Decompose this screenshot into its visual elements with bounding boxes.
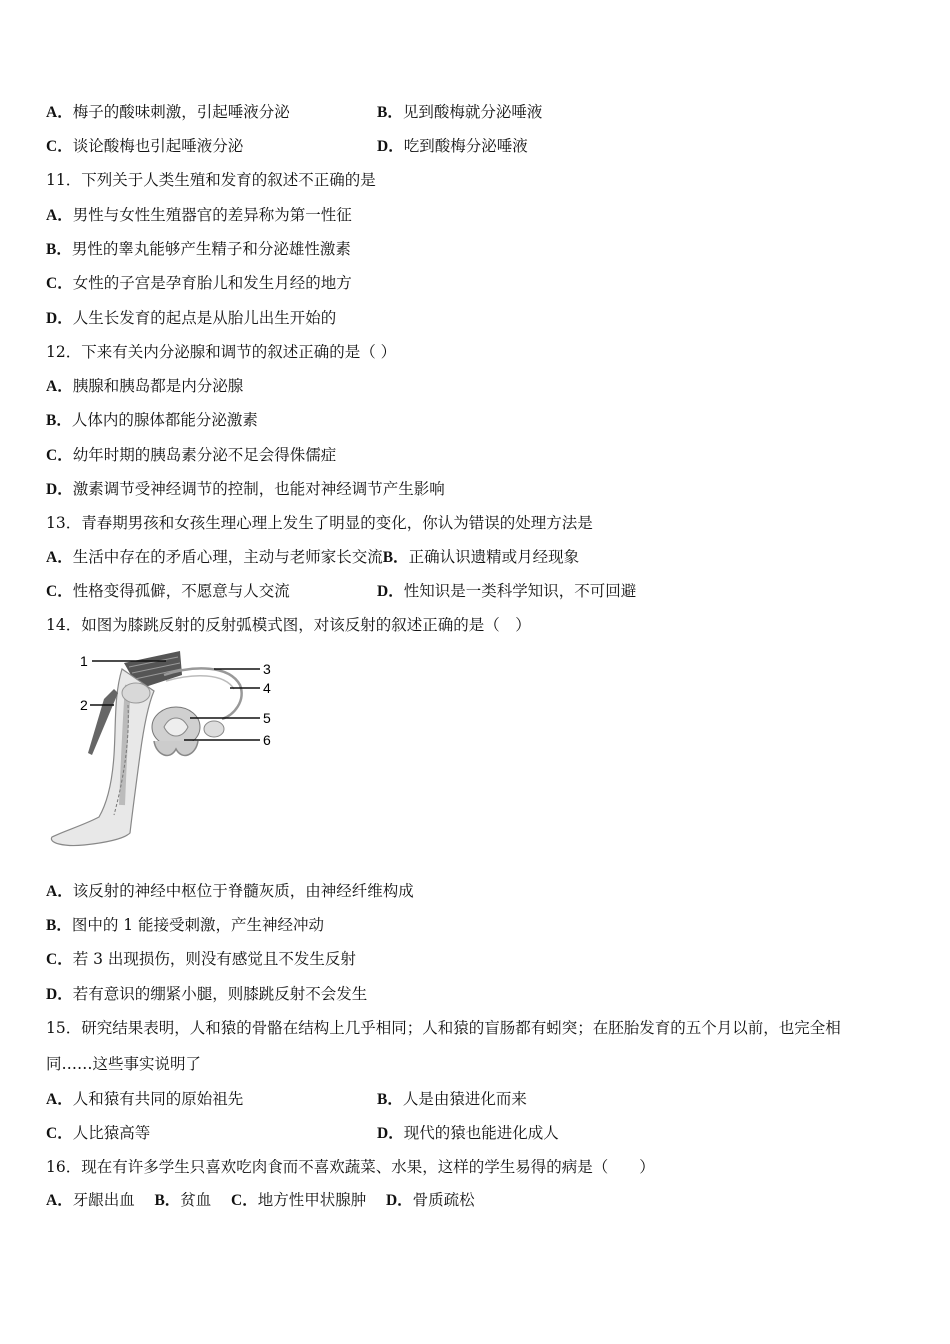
q11-option-c: C．女性的子宫是孕育胎儿和发生月经的地方 [46, 274, 352, 292]
dorsal-root-ganglion [204, 721, 224, 737]
vertebra [154, 741, 198, 755]
q15-stem-line1: 15．研究结果表明，人和猿的骨骼在结构上几乎相同；人和猿的盲肠都有蚓突；在胚胎发育的五个月以前，也完全相 [46, 1019, 841, 1037]
q11-option-d: D．人生长发育的起点是从胎儿出生开始的 [46, 309, 337, 327]
q12-stem: 12．下来有关内分泌腺和调节的叙述正确的是（ ） [46, 343, 397, 361]
q12-option-d: D．激素调节受神经调节的控制，也能对神经调节产生影响 [46, 480, 445, 498]
figure-label-5: 5 [263, 710, 271, 726]
figure-label-1: 1 [80, 653, 88, 669]
reflex-arc-diagram [44, 645, 284, 853]
q11-option-b: B．男性的睾丸能够产生精子和分泌雄性激素 [46, 240, 351, 258]
q10-option-d: D．吃到酸梅分泌唾液 [377, 137, 528, 155]
q13-option-c: C．性格变得孤僻，不愿意与人交流 [46, 582, 290, 600]
q16-options: A．牙龈出血 B．贫血 C．地方性甲状腺肿 D．骨质疏松 [46, 1191, 475, 1209]
knee [122, 683, 150, 703]
q15-option-a: A．人和猿有共同的原始祖先 [46, 1090, 244, 1108]
q14-stem: 14．如图为膝跳反射的反射弧模式图，对该反射的叙述正确的是（ ） [46, 616, 531, 634]
q13-stem: 13．青春期男孩和女孩生理心理上发生了明显的变化，你认为错误的处理方法是 [46, 514, 593, 532]
q12-option-c: C．幼年时期的胰岛素分泌不足会得侏儒症 [46, 446, 337, 464]
q15-option-c: C．人比猿高等 [46, 1124, 151, 1142]
q11-option-a: A．男性与女性生殖器官的差异称为第一性征 [46, 206, 352, 224]
q14-option-a: A．该反射的神经中枢位于脊髓灰质，由神经纤维构成 [46, 882, 414, 900]
q16-stem: 16．现在有许多学生只喜欢吃肉食而不喜欢蔬菜、水果，这样的学生易得的病是（ ） [46, 1158, 655, 1176]
q13-option-d: D．性知识是一类科学知识，不可回避 [377, 582, 637, 600]
q15-stem-line2: 同……这些事实说明了 [46, 1055, 202, 1073]
reflex-hammer [88, 689, 118, 755]
q10-option-c: C．谈论酸梅也引起唾液分泌 [46, 137, 244, 155]
figure-label-6: 6 [263, 732, 271, 748]
q11-stem: 11．下列关于人类生殖和发育的叙述不正确的是 [46, 171, 376, 189]
q12-option-b: B．人体内的腺体都能分泌激素 [46, 411, 258, 429]
q14-option-c: C．若 3 出现损伤，则没有感觉且不发生反射 [46, 950, 356, 968]
q14-option-d: D．若有意识的绷紧小腿，则膝跳反射不会发生 [46, 985, 368, 1003]
figure-label-4: 4 [263, 680, 271, 696]
figure-label-3: 3 [263, 661, 271, 677]
figure-label-2: 2 [80, 697, 88, 713]
q12-option-a: A．胰腺和胰岛都是内分泌腺 [46, 377, 244, 395]
q14-option-b: B．图中的 1 能接受刺激，产生神经冲动 [46, 916, 325, 934]
q10-option-a: A．梅子的酸味刺激，引起唾液分泌 [46, 103, 290, 121]
knee-jerk-reflex-arc-figure [44, 645, 284, 853]
q15-option-d: D．现代的猿也能进化成人 [377, 1124, 559, 1142]
efferent-nerve [166, 676, 234, 689]
q15-option-b: B．人是由猿进化而来 [377, 1090, 527, 1108]
q10-option-b: B．见到酸梅就分泌唾液 [377, 103, 543, 121]
q13-option-a-b: A．生活中存在的矛盾心理，主动与老师家长交流B．正确认识遗精或月经现象 [46, 548, 580, 566]
